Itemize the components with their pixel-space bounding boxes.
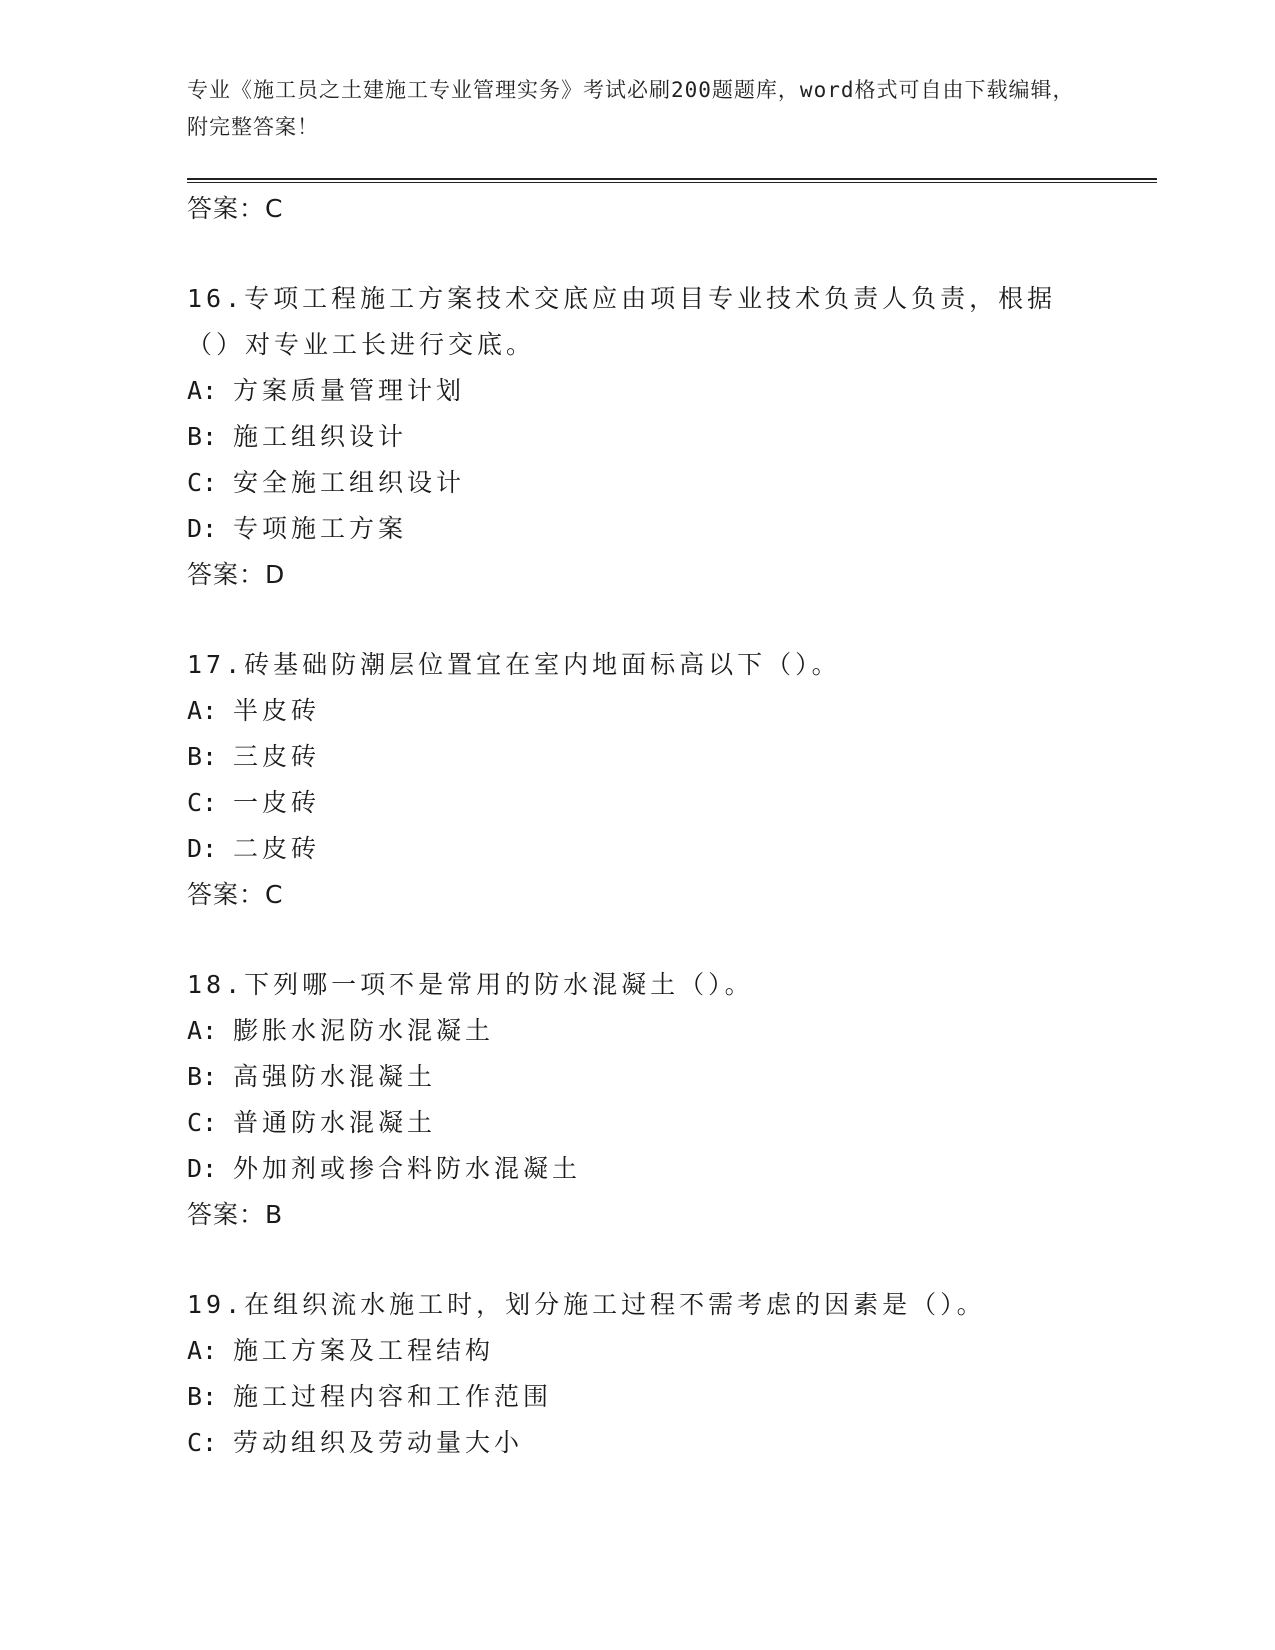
option-letter: D:	[187, 1154, 218, 1183]
option-c	[187, 460, 1087, 506]
option-letter: A:	[187, 376, 218, 405]
option-b	[187, 414, 1087, 460]
option-a	[187, 688, 1087, 734]
option-letter: B:	[187, 422, 218, 451]
question-17	[187, 642, 1087, 918]
option-text: 外加剂或掺合料防水混凝土	[233, 1154, 582, 1183]
option-letter: A:	[187, 1336, 218, 1365]
question-stem: 18.下列哪一项不是常用的防水混凝土（）。	[187, 970, 754, 999]
answer-line	[187, 186, 1087, 232]
option-letter: C:	[187, 1108, 218, 1137]
question-list	[187, 186, 1087, 1466]
option-letter: C:	[187, 1428, 218, 1457]
document-header: 专业《施工员之土建施工专业管理实务》考试必刷200题题库，word格式可自由下载编辑，附完整答案！	[187, 78, 1075, 139]
option-letter: D:	[187, 514, 218, 543]
option-d	[187, 1146, 1087, 1192]
option-text: 方案质量管理计划	[233, 376, 466, 405]
option-c	[187, 1420, 1087, 1466]
option-b	[187, 1374, 1087, 1420]
question-16	[187, 276, 1087, 598]
option-letter: A:	[187, 1016, 218, 1045]
option-letter: C:	[187, 468, 218, 497]
option-letter: D:	[187, 834, 218, 863]
option-letter: B:	[187, 742, 218, 771]
option-text: 施工组织设计	[233, 422, 408, 451]
option-text: 专项施工方案	[233, 514, 408, 543]
answer-line: 答案：D	[187, 560, 286, 589]
option-c	[187, 1100, 1087, 1146]
option-text: 劳动组织及劳动量大小	[233, 1428, 524, 1457]
option-c	[187, 780, 1087, 826]
option-d	[187, 506, 1087, 552]
option-d	[187, 826, 1087, 872]
option-text: 一皮砖	[233, 788, 321, 817]
question-stem: 19.在组织流水施工时，划分施工过程不需考虑的因素是（）。	[187, 1290, 986, 1319]
option-text: 二皮砖	[233, 834, 321, 863]
option-text: 施工方案及工程结构	[233, 1336, 495, 1365]
option-b	[187, 734, 1087, 780]
option-letter: B:	[187, 1382, 218, 1411]
option-a	[187, 1008, 1087, 1054]
option-letter: C:	[187, 788, 218, 817]
option-a	[187, 368, 1087, 414]
option-text: 普通防水混凝土	[233, 1108, 437, 1137]
option-text: 安全施工组织设计	[233, 468, 466, 497]
option-text: 三皮砖	[233, 742, 321, 771]
option-letter: B:	[187, 1062, 218, 1091]
option-text: 施工过程内容和工作范围	[233, 1382, 553, 1411]
option-letter: A:	[187, 696, 218, 725]
question-stem: 17.砖基础防潮层位置宜在室内地面标高以下（）。	[187, 650, 841, 679]
answer-value: C	[265, 194, 284, 223]
answer-line: 答案：B	[187, 1200, 284, 1229]
question-19	[187, 1282, 1087, 1466]
answer-line: 答案：C	[187, 880, 284, 909]
option-text: 半皮砖	[233, 696, 321, 725]
question-18	[187, 962, 1087, 1238]
question-stem: 16.专项工程施工方案技术交底应由项目专业技术负责人负责，根据（）对专业工长进行交底。	[187, 284, 1057, 359]
option-text: 膨胀水泥防水混凝土	[233, 1016, 495, 1045]
header-divider	[187, 178, 1157, 183]
option-b	[187, 1054, 1087, 1100]
option-a	[187, 1328, 1087, 1374]
option-text: 高强防水混凝土	[233, 1062, 437, 1091]
answer-prefix: 答案：	[187, 194, 266, 223]
